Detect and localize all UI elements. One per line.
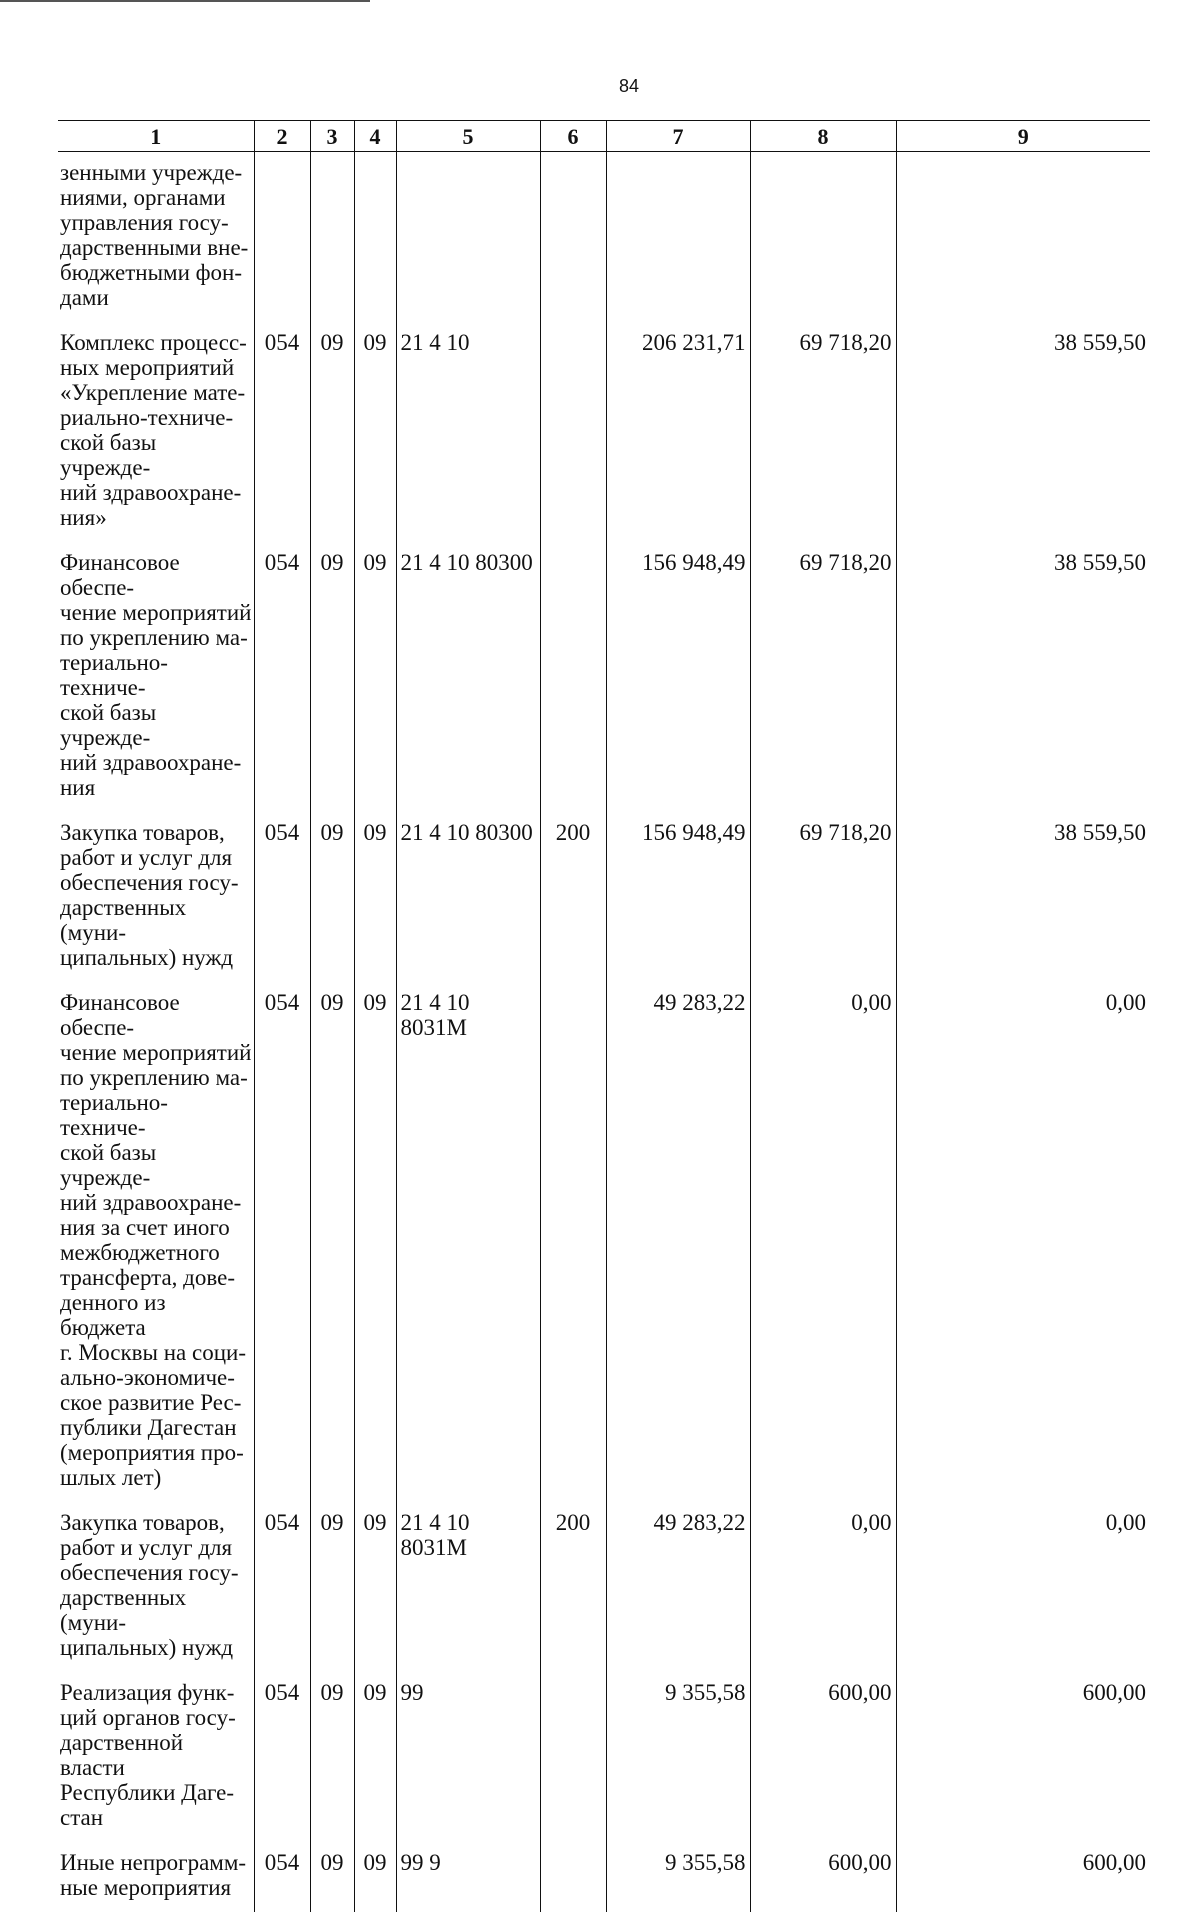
row-amount-col7: 156 948,49 (606, 812, 750, 982)
header-cell-9: 9 (896, 121, 1150, 152)
row-ministry-code: 054 (254, 322, 310, 542)
row-target-article (396, 152, 540, 323)
row-section-code: 09 (310, 1672, 354, 1842)
row-section-code: 09 (310, 322, 354, 542)
table-row (58, 982, 1150, 1502)
row-target-article: 21 4 10 8031М (396, 982, 540, 1502)
budget-table (58, 120, 1150, 1912)
header-cell-8: 8 (750, 121, 896, 152)
row-expense-type (540, 152, 606, 323)
row-subsection-code (354, 152, 396, 323)
row-section-code: 09 (310, 1502, 354, 1672)
row-amount-col9: 600,00 (896, 1842, 1150, 1912)
row-target-article: 21 4 10 (396, 322, 540, 542)
row-section-code: 09 (310, 982, 354, 1502)
row-amount-col8: 600,00 (750, 1672, 896, 1842)
row-subsection-code: 09 (354, 1502, 396, 1672)
row-target-article: 21 4 10 8031М (396, 1502, 540, 1672)
table-body (58, 152, 1150, 1912)
row-target-article: 99 9 (396, 1842, 540, 1912)
table-row (58, 542, 1150, 812)
scan-top-rule (0, 0, 370, 2)
row-amount-col9: 38 559,50 (896, 812, 1150, 982)
row-amount-col9 (896, 152, 1150, 323)
row-expense-type (540, 542, 606, 812)
row-target-article: 21 4 10 80300 (396, 812, 540, 982)
row-section-code: 09 (310, 542, 354, 812)
row-expense-type: 200 (540, 812, 606, 982)
page-number: 84 (0, 76, 1200, 97)
header-cell-2: 2 (254, 121, 310, 152)
row-ministry-code: 054 (254, 542, 310, 812)
row-amount-col9: 600,00 (896, 1672, 1150, 1842)
row-amount-col8: 0,00 (750, 1502, 896, 1672)
row-amount-col7: 156 948,49 (606, 542, 750, 812)
table-row (58, 1672, 1150, 1842)
row-ministry-code: 054 (254, 982, 310, 1502)
row-expense-type (540, 1842, 606, 1912)
row-name: Закупка товаров, работ и услуг для обеспечения госу- дарственных (муни- ципальных) нужд (58, 812, 254, 982)
row-amount-col8: 0,00 (750, 982, 896, 1502)
row-ministry-code: 054 (254, 1672, 310, 1842)
row-amount-col9: 0,00 (896, 1502, 1150, 1672)
row-amount-col7: 49 283,22 (606, 1502, 750, 1672)
header-cell-1: 1 (58, 121, 254, 152)
row-name: Финансовое обеспе- чение мероприятий по укреплению ма- териально-техниче- ской базы учрежде- ний здравоохране- ния (58, 542, 254, 812)
row-amount-col8: 69 718,20 (750, 812, 896, 982)
table-row (58, 812, 1150, 982)
header-cell-5: 5 (396, 121, 540, 152)
row-ministry-code (254, 152, 310, 323)
row-amount-col9: 38 559,50 (896, 542, 1150, 812)
row-ministry-code: 054 (254, 1842, 310, 1912)
row-expense-type (540, 982, 606, 1502)
row-name: Закупка товаров, работ и услуг для обеспечения госу- дарственных (муни- ципальных) нужд (58, 1502, 254, 1672)
row-amount-col7: 49 283,22 (606, 982, 750, 1502)
header-cell-4: 4 (354, 121, 396, 152)
table-row (58, 322, 1150, 542)
header-cell-6: 6 (540, 121, 606, 152)
row-section-code: 09 (310, 1842, 354, 1912)
row-subsection-code: 09 (354, 982, 396, 1502)
row-target-article: 99 (396, 1672, 540, 1842)
row-amount-col7: 206 231,71 (606, 322, 750, 542)
row-amount-col7 (606, 152, 750, 323)
row-amount-col8 (750, 152, 896, 323)
row-amount-col8: 600,00 (750, 1842, 896, 1912)
row-subsection-code: 09 (354, 812, 396, 982)
row-amount-col7: 9 355,58 (606, 1842, 750, 1912)
row-amount-col9: 0,00 (896, 982, 1150, 1502)
row-ministry-code: 054 (254, 1502, 310, 1672)
row-expense-type: 200 (540, 1502, 606, 1672)
header-cell-3: 3 (310, 121, 354, 152)
row-target-article: 21 4 10 80300 (396, 542, 540, 812)
table-header (58, 121, 1150, 152)
table-row (58, 1842, 1150, 1912)
row-amount-col7: 9 355,58 (606, 1672, 750, 1842)
header-cell-7: 7 (606, 121, 750, 152)
row-subsection-code: 09 (354, 542, 396, 812)
row-name: зенными учрежде- ниями, органами управления госу- дарственными вне- бюджетными фон- дами (58, 152, 254, 323)
row-amount-col8: 69 718,20 (750, 322, 896, 542)
row-name: Финансовое обеспе- чение мероприятий по укреплению ма- териально-техниче- ской базы учрежде- ний здравоохране- ния за счет иного межбюджетного трансферта, дове- денного из бюджета г. Москвы на соци- ально-экономиче- ское развитие Рес- публики Дагестан (мероприятия про- шлых лет) (58, 982, 254, 1502)
row-expense-type (540, 1672, 606, 1842)
row-subsection-code: 09 (354, 1842, 396, 1912)
row-amount-col8: 69 718,20 (750, 542, 896, 812)
row-name: Иные непрограмм- ные мероприятия (58, 1842, 254, 1912)
row-ministry-code: 054 (254, 812, 310, 982)
table-row (58, 1502, 1150, 1672)
row-section-code: 09 (310, 812, 354, 982)
table-row (58, 152, 1150, 323)
row-name: Реализация функ- ций органов госу- дарственной власти Республики Даге- стан (58, 1672, 254, 1842)
row-expense-type (540, 322, 606, 542)
row-section-code (310, 152, 354, 323)
row-name: Комплекс процесс- ных мероприятий «Укрепление мате- риально-техниче- ской базы учрежде- ний здравоохране- ния» (58, 322, 254, 542)
row-subsection-code: 09 (354, 1672, 396, 1842)
header-row (58, 121, 1150, 152)
row-subsection-code: 09 (354, 322, 396, 542)
row-amount-col9: 38 559,50 (896, 322, 1150, 542)
